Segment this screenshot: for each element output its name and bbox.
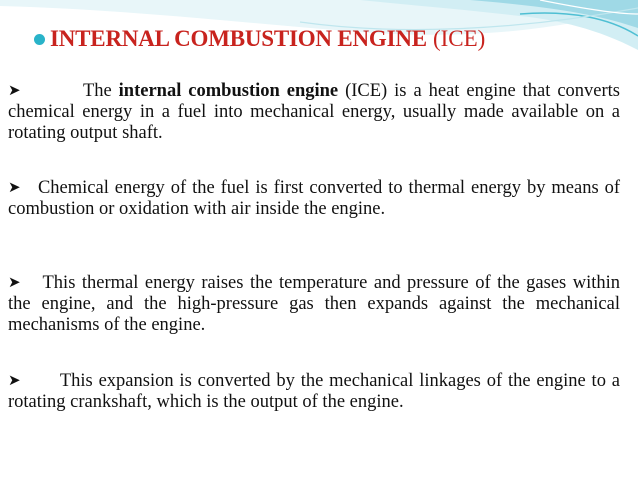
- title-bullet-icon: [34, 34, 45, 45]
- paragraph-3: [8, 272, 620, 336]
- paragraph-4: [8, 370, 620, 413]
- slide-title: [34, 26, 634, 52]
- paragraph-1: [8, 80, 620, 144]
- arrow-bullet-icon: ➤: [8, 81, 21, 99]
- paragraph-text: Chemical energy of the fuel is first converted to thermal energy by means of combustion or oxidation with air inside the engine.: [8, 178, 621, 219]
- paragraph-2: [8, 177, 620, 220]
- paragraph-bold: internal combustion engine: [118, 81, 339, 101]
- paragraph-text: This thermal energy raises the temperature and pressure of the gases within the engine, and the high-pressure gas then expands against the mechanical mechanisms of the engine.: [8, 273, 621, 335]
- title-main: INTERNAL COMBUSTION ENGINE: [50, 26, 427, 51]
- arrow-bullet-icon: ➤: [8, 371, 21, 389]
- arrow-bullet-icon: ➤: [8, 178, 21, 196]
- paragraph-text: (ICE) is a heat engine that converts chemical energy in a fuel into mechanical energy, usually made available on a rotating output shaft.: [8, 81, 620, 143]
- paragraph-text: The: [82, 81, 119, 101]
- title-suffix: (ICE): [432, 26, 486, 51]
- paragraph-text: This expansion is converted by the mechanical linkages of the engine to a rotating crankshaft, which is the output of the engine.: [8, 371, 620, 412]
- arrow-bullet-icon: ➤: [8, 273, 21, 291]
